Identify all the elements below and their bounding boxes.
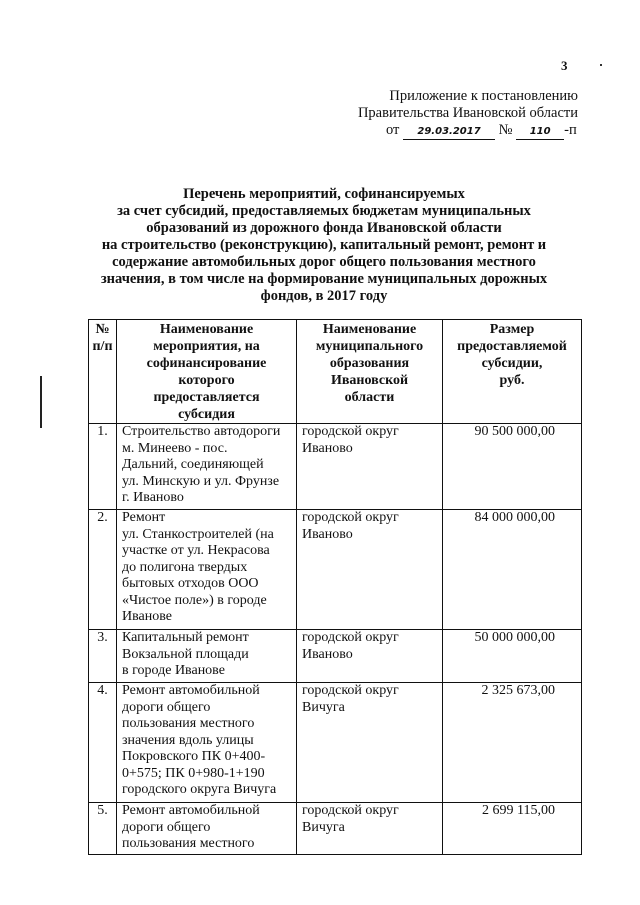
table-row xyxy=(89,510,582,630)
title-line: на строительство (реконструкцию), капитальный ремонт, ремонт и xyxy=(101,237,547,253)
municipality: городской округ Вичуга xyxy=(297,803,443,855)
title-line: содержание автомобильных дорог общего пользования местного xyxy=(112,254,536,270)
margin-line xyxy=(40,376,42,428)
subsidy-amount: 2 699 115,00 xyxy=(443,803,582,855)
table-row xyxy=(89,683,582,803)
header-event-name: Наименование мероприятия, на софинансирование которого предоставляется субсидия xyxy=(117,320,297,424)
title-line: значения, в том числе на формирование муниципальных дорожных xyxy=(100,271,548,287)
title-line: за счет субсидий, предоставляемых бюджетам муниципальных xyxy=(117,203,531,219)
title-line: фондов, в 2017 году xyxy=(260,288,388,304)
header-amount: Размер предоставляемой субсидии, руб. xyxy=(443,320,582,424)
subsidy-amount: 84 000 000,00 xyxy=(443,510,582,630)
handwritten-date: 29.03.2017 xyxy=(403,125,495,140)
table-header-row xyxy=(89,320,582,424)
subsidy-amount: 2 325 673,00 xyxy=(443,683,582,803)
row-number: 2. xyxy=(89,510,117,630)
number-label: № xyxy=(498,122,513,138)
scan-mark xyxy=(600,64,602,66)
header-number: № п/п xyxy=(89,320,117,424)
title-line: Перечень мероприятий, софинансируемых xyxy=(183,186,465,202)
row-number: 5. xyxy=(89,803,117,855)
municipality: городской округ Иваново xyxy=(297,630,443,683)
from-label: от xyxy=(386,122,400,138)
approval-signature-line xyxy=(356,122,578,140)
event-name: Ремонт автомобильной дороги общего пользования местного xyxy=(117,803,297,855)
table-row xyxy=(89,803,582,855)
document-title xyxy=(88,186,560,305)
municipality: городской округ Иваново xyxy=(297,424,443,510)
event-name: Капитальный ремонт Вокзальной площади в городе Иванове xyxy=(117,630,297,683)
number-suffix: -п xyxy=(564,122,577,138)
approval-line-2: Правительства Ивановской области xyxy=(357,105,578,121)
municipality: городской округ Вичуга xyxy=(297,683,443,803)
page-number: 3 xyxy=(561,58,568,73)
event-name: Ремонт ул. Станкостроителей (на участке от ул. Некрасова до полигона твердых бытовых отходов ООО «Чистое поле») в городе Иванове xyxy=(117,510,297,630)
event-name: Строительство автодороги м. Минеево - пос. Дальний, соединяющей ул. Минскую и ул. Фрунзе г. Иваново xyxy=(117,424,297,510)
approval-line-1: Приложение к постановлению xyxy=(389,88,578,104)
table-row xyxy=(89,424,582,510)
municipality: городской округ Иваново xyxy=(297,510,443,630)
subsidy-amount: 50 000 000,00 xyxy=(443,630,582,683)
subsidy-table xyxy=(88,319,582,855)
row-number: 1. xyxy=(89,424,117,510)
title-line: образований из дорожного фонда Ивановской области xyxy=(146,220,502,236)
approval-block xyxy=(356,88,578,140)
event-name: Ремонт автомобильной дороги общего пользования местного значения вдоль улицы Покровского ПК 0+400- 0+575; ПК 0+980-1+190 городского округа Вичуга xyxy=(117,683,297,803)
row-number: 4. xyxy=(89,683,117,803)
row-number: 3. xyxy=(89,630,117,683)
table-row xyxy=(89,630,582,683)
subsidy-amount: 90 500 000,00 xyxy=(443,424,582,510)
header-municipality: Наименование муниципального образования Ивановской области xyxy=(297,320,443,424)
handwritten-number: 110 xyxy=(516,125,564,140)
